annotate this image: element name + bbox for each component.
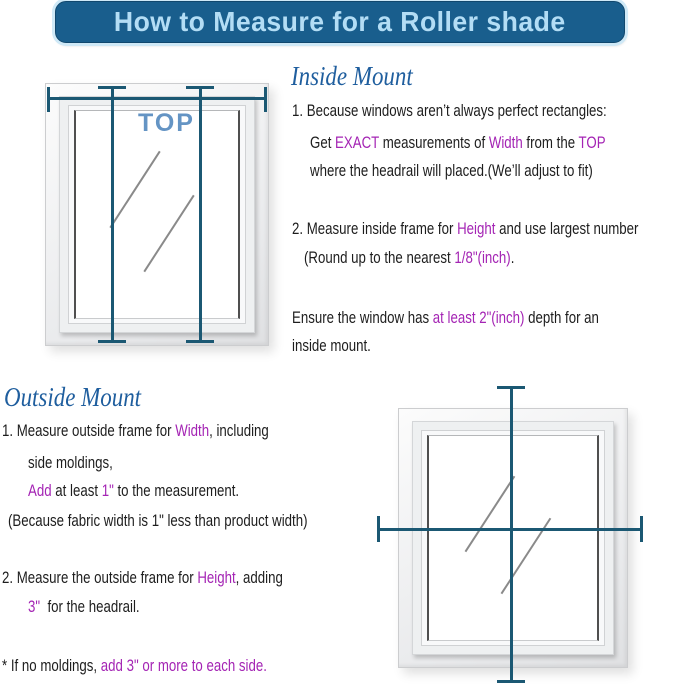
- inside-step1-line3: where the headrail will placed.(We’ll adjust to fit): [310, 161, 593, 180]
- glass-reflection-line: [110, 151, 161, 228]
- inside-width-measure-line: [48, 97, 267, 100]
- inside-height-guide-right: [199, 87, 202, 343]
- inside-height-guide-left: [111, 87, 114, 343]
- outside-width-cap-right: [640, 516, 643, 542]
- inside-note-line2: inside mount.: [292, 336, 371, 355]
- outside-mount-heading: Outside Mount: [4, 382, 142, 412]
- inside-note-line1: Ensure the window has at least 2"(inch) depth for an: [292, 308, 599, 327]
- highlight-add-three: add 3" or more to each side.: [100, 656, 267, 675]
- outside-height-measure-line: [510, 387, 513, 683]
- window-sash: [421, 430, 605, 646]
- outside-step2-line1: 2. Measure the outside frame for Height, adding: [2, 568, 283, 587]
- inside-mount-heading: Inside Mount: [291, 61, 413, 91]
- highlight-add: Add: [28, 481, 52, 500]
- highlight-top: TOP: [578, 133, 606, 152]
- window-glass: [74, 110, 240, 319]
- outside-width-measure-line: [378, 528, 643, 531]
- highlight-width: Width: [175, 421, 210, 440]
- highlight-width: Width: [488, 133, 523, 152]
- page-title: How to Measure for a Roller shade: [114, 6, 566, 37]
- window-frame: [412, 421, 614, 655]
- inside-guide-right-cap-top: [186, 86, 214, 89]
- outside-width-cap-left: [377, 516, 380, 542]
- inside-width-cap-left: [47, 87, 50, 112]
- inside-guide-left-cap-top: [98, 86, 126, 89]
- highlight-height: Height: [457, 219, 496, 238]
- inside-width-cap-right: [264, 87, 267, 112]
- inside-guide-right-cap-bottom: [186, 340, 214, 343]
- glass-reflection-line: [465, 475, 516, 551]
- highlight-eighth-inch: 1/8"(inch): [454, 248, 511, 267]
- inside-step2-line2: (Round up to the nearest 1/8"(inch).: [304, 248, 515, 267]
- inside-step1-line2: Get EXACT measurements of Width from the TOP: [310, 133, 606, 152]
- highlight-three-inch: 3": [28, 597, 41, 616]
- highlight-depth: at least 2"(inch): [432, 308, 525, 327]
- glass-reflection-line: [144, 194, 195, 271]
- outside-step1-line3: Add at least 1" to the measurement.: [28, 481, 240, 500]
- highlight-exact: EXACT: [335, 133, 380, 152]
- highlight-height: Height: [197, 568, 236, 587]
- inside-guide-left-cap-bottom: [98, 340, 126, 343]
- outside-step1-line4: (Because fabric width is 1" less than product width): [8, 511, 308, 530]
- window-glass: [427, 435, 599, 641]
- title-banner: [55, 1, 625, 43]
- inside-step1-line1: 1. Because windows aren’t always perfect rectangles:: [292, 101, 607, 120]
- top-label: TOP: [138, 109, 195, 137]
- highlight-one-inch: 1": [101, 481, 114, 500]
- outside-step1-line1: 1. Measure outside frame for Width, including: [2, 421, 269, 440]
- outside-note: * If no moldings, add 3" or more to each side.: [2, 656, 267, 675]
- outside-step2-line2: 3" for the headrail.: [28, 597, 140, 616]
- outside-height-cap-top: [497, 386, 525, 389]
- window-illustration-outside: [398, 408, 628, 668]
- inside-step2-line1: 2. Measure inside frame for Height and use largest number: [292, 219, 639, 238]
- outside-step1-line2: side moldings,: [28, 453, 113, 472]
- outside-height-cap-bottom: [497, 680, 525, 683]
